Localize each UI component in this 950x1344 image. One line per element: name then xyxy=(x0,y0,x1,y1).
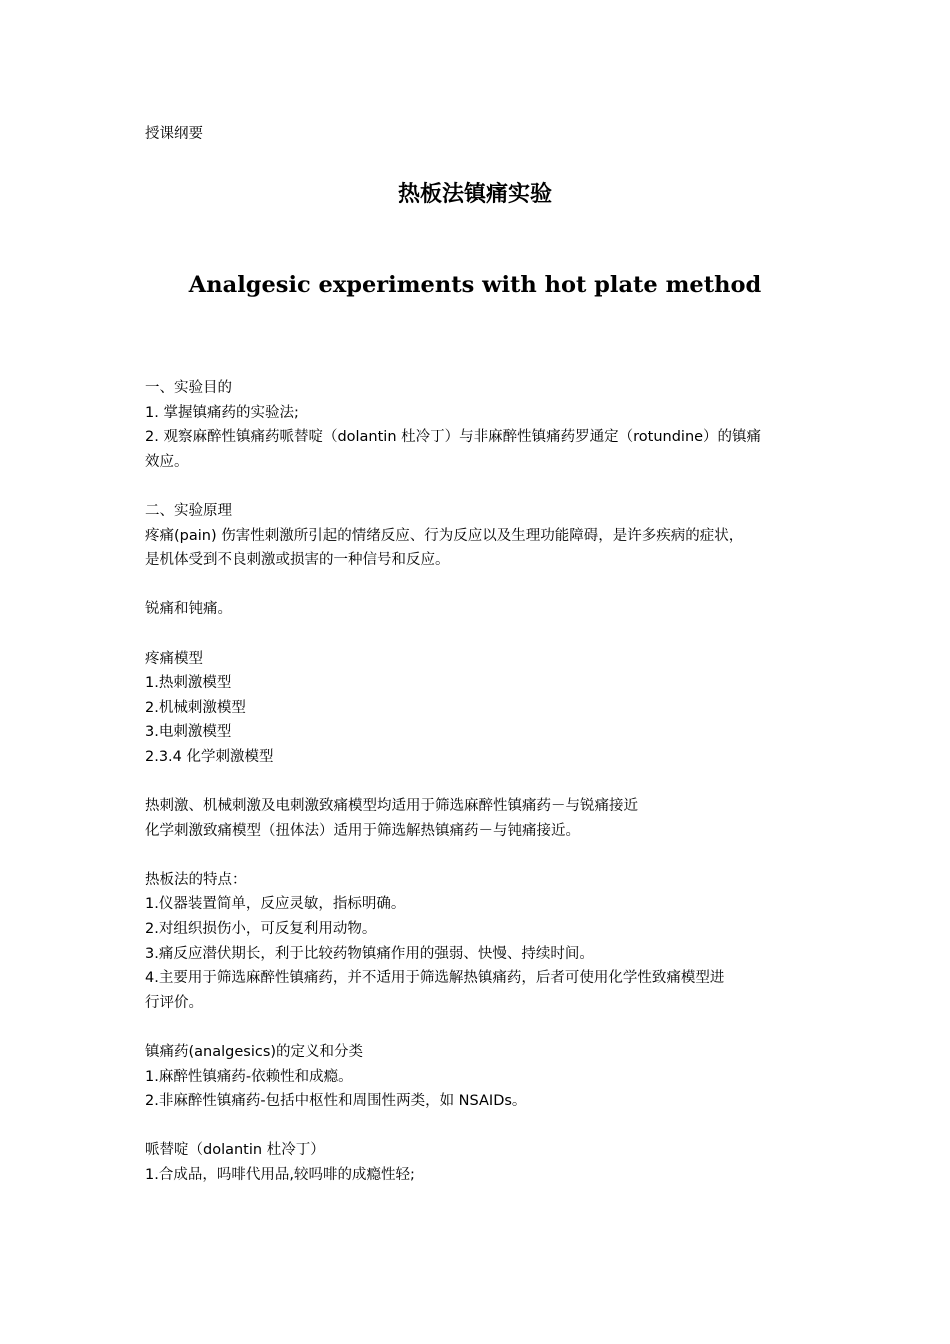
body-text xyxy=(145,376,825,1188)
list-item: 3.痛反应潜伏期长，利于比较药物镇痛作用的强弱、快慢、持续时间。 xyxy=(145,945,594,962)
text-line: 疼痛(pain) 伤害性刺激所引起的情绪反应、行为反应以及生理功能障碍，是许多疾病的症状， xyxy=(145,527,744,544)
subheading-hot-plate-features: 热板法的特点： xyxy=(145,871,247,888)
list-item: 2.非麻醉性镇痛药-包括中枢性和周围性两类，如 NSAIDs。 xyxy=(145,1093,527,1110)
list-item: 1.热刺激模型 xyxy=(145,675,232,692)
list-item: 1.仪器装置简单，反应灵敏，指标明确。 xyxy=(145,896,406,913)
section-heading-purpose: 一、实验目的 xyxy=(145,380,232,396)
text-line: 是机体受到不良刺激或损害的一种信号和反应。 xyxy=(145,552,450,569)
blank-line xyxy=(145,1015,825,1040)
list-item-continued: 行评价。 xyxy=(145,994,203,1011)
text-line: 锐痛和钝痛。 xyxy=(145,601,232,618)
text-line: 效应。 xyxy=(145,453,189,470)
document-content xyxy=(145,122,825,1183)
title-english: Analgesic experiments with hot plate method xyxy=(188,272,762,298)
list-item: 4.主要用于筛选麻醉性镇痛药，并不适用于筛选解热镇痛药，后者可使用化学性致痛模型进 xyxy=(145,970,725,987)
blank-line xyxy=(145,843,825,868)
list-item: 1.合成品，吗啡代用品,较吗啡的成瘾性轻; xyxy=(145,1167,415,1183)
text-line: 2. 观察麻醉性镇痛药哌替啶（dolantin 杜冷丁）与非麻醉性镇痛药罗通定（rotundine）的镇痛 xyxy=(145,429,762,446)
list-item: 3.电刺激模型 xyxy=(145,724,232,741)
text-line: 热刺激、机械刺激及电刺激致痛模型均适用于筛选麻醉性镇痛药－与锐痛接近 xyxy=(145,798,638,815)
header-label: 授课纲要 xyxy=(145,126,203,142)
blank-line xyxy=(145,622,825,647)
blank-line xyxy=(145,474,825,499)
section-heading-principle: 二、实验原理 xyxy=(145,502,232,519)
blank-line xyxy=(145,770,825,795)
subheading-dolantin: 哌替啶（dolantin 杜冷丁） xyxy=(145,1142,325,1159)
list-item: 2.3.4 化学刺激模型 xyxy=(145,748,274,765)
list-item: 1.麻醉性镇痛药-依赖性和成瘾。 xyxy=(145,1068,353,1085)
blank-line xyxy=(145,573,825,598)
list-item: 2.机械刺激模型 xyxy=(145,699,246,716)
list-item: 2.对组织损伤小，可反复利用动物。 xyxy=(145,921,377,938)
text-line: 化学刺激致痛模型（扭体法）适用于筛选解热镇痛药－与钝痛接近。 xyxy=(145,822,580,839)
text-line: 1. 掌握镇痛药的实验法; xyxy=(145,404,299,421)
title-chinese: 热板法镇痛实验 xyxy=(397,182,552,207)
blank-line xyxy=(145,1114,825,1139)
subheading-analgesics: 镇痛药(analgesics)的定义和分类 xyxy=(145,1044,364,1061)
subheading-pain-models: 疼痛模型 xyxy=(145,650,203,667)
